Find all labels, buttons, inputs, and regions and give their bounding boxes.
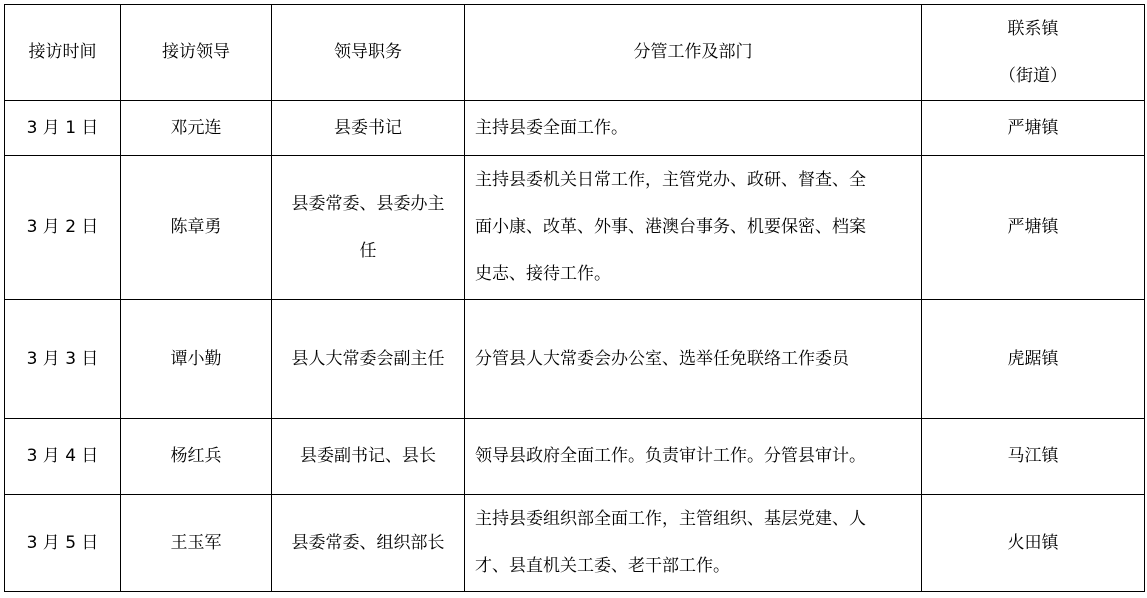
header-town-line1: 联系镇 [1007,18,1059,39]
header-town-line2: （街道） [999,65,1067,86]
table-row [5,419,1145,495]
position-line: 县委常委、县委办主 [291,193,445,214]
position-line: 县人大常委会副主任 [291,348,445,369]
duties-cell [465,156,922,300]
table-row [5,156,1145,300]
duties-line: 主持县委组织部全面工作，主管组织、基层党建、人 [475,509,866,529]
position-line: 县委常委、组织部长 [291,532,445,553]
duties-line: 面小康、改革、外事、港澳台事务、机要保密、档案 [475,217,866,237]
position-cell [272,419,465,495]
header-duties: 分管工作及部门 [465,5,922,101]
town-cell: 火田镇 [922,495,1145,592]
table-header-row [5,5,1145,101]
header-position: 领导职务 [272,5,465,101]
position-cell [272,101,465,156]
date-cell: 3 月 5 日 [5,495,121,592]
date-cell: 3 月 3 日 [5,300,121,419]
leader-cell: 杨红兵 [121,419,272,495]
table-row [5,101,1145,156]
position-line: 任 [359,240,377,261]
table-row [5,495,1145,592]
position-cell [272,300,465,419]
duties-line: 才、县直机关工委、老干部工作。 [475,556,730,576]
duties-cell [465,419,922,495]
position-line: 县委副书记、县长 [300,446,436,466]
duties-line: 分管县人大常委会办公室、选举任免联络工作委员 [475,348,849,369]
leader-cell: 王玉军 [121,495,272,592]
duties-cell [465,300,922,419]
date-cell: 3 月 1 日 [5,101,121,156]
leader-cell: 陈章勇 [121,156,272,300]
header-town [922,5,1145,101]
duties-cell [465,495,922,592]
duties-line: 领导县政府全面工作。负责审计工作。分管县审计。 [475,446,866,466]
date-cell: 3 月 4 日 [5,419,121,495]
duties-line: 史志、接待工作。 [475,264,611,284]
header-leader: 接访领导 [121,5,272,101]
leader-cell: 邓元连 [121,101,272,156]
table-row [5,300,1145,419]
position-cell [272,495,465,592]
reception-schedule-table [4,4,1145,592]
position-line: 县委书记 [334,117,402,138]
town-cell: 严塘镇 [922,156,1145,300]
duties-cell [465,101,922,156]
position-cell [272,156,465,300]
header-time: 接访时间 [5,5,121,101]
duties-line: 主持县委机关日常工作，主管党办、政研、督查、全 [475,170,866,190]
town-cell: 虎踞镇 [922,300,1145,419]
town-cell: 马江镇 [922,419,1145,495]
leader-cell: 谭小勤 [121,300,272,419]
town-cell: 严塘镇 [922,101,1145,156]
date-cell: 3 月 2 日 [5,156,121,300]
duties-line: 主持县委全面工作。 [475,117,628,138]
